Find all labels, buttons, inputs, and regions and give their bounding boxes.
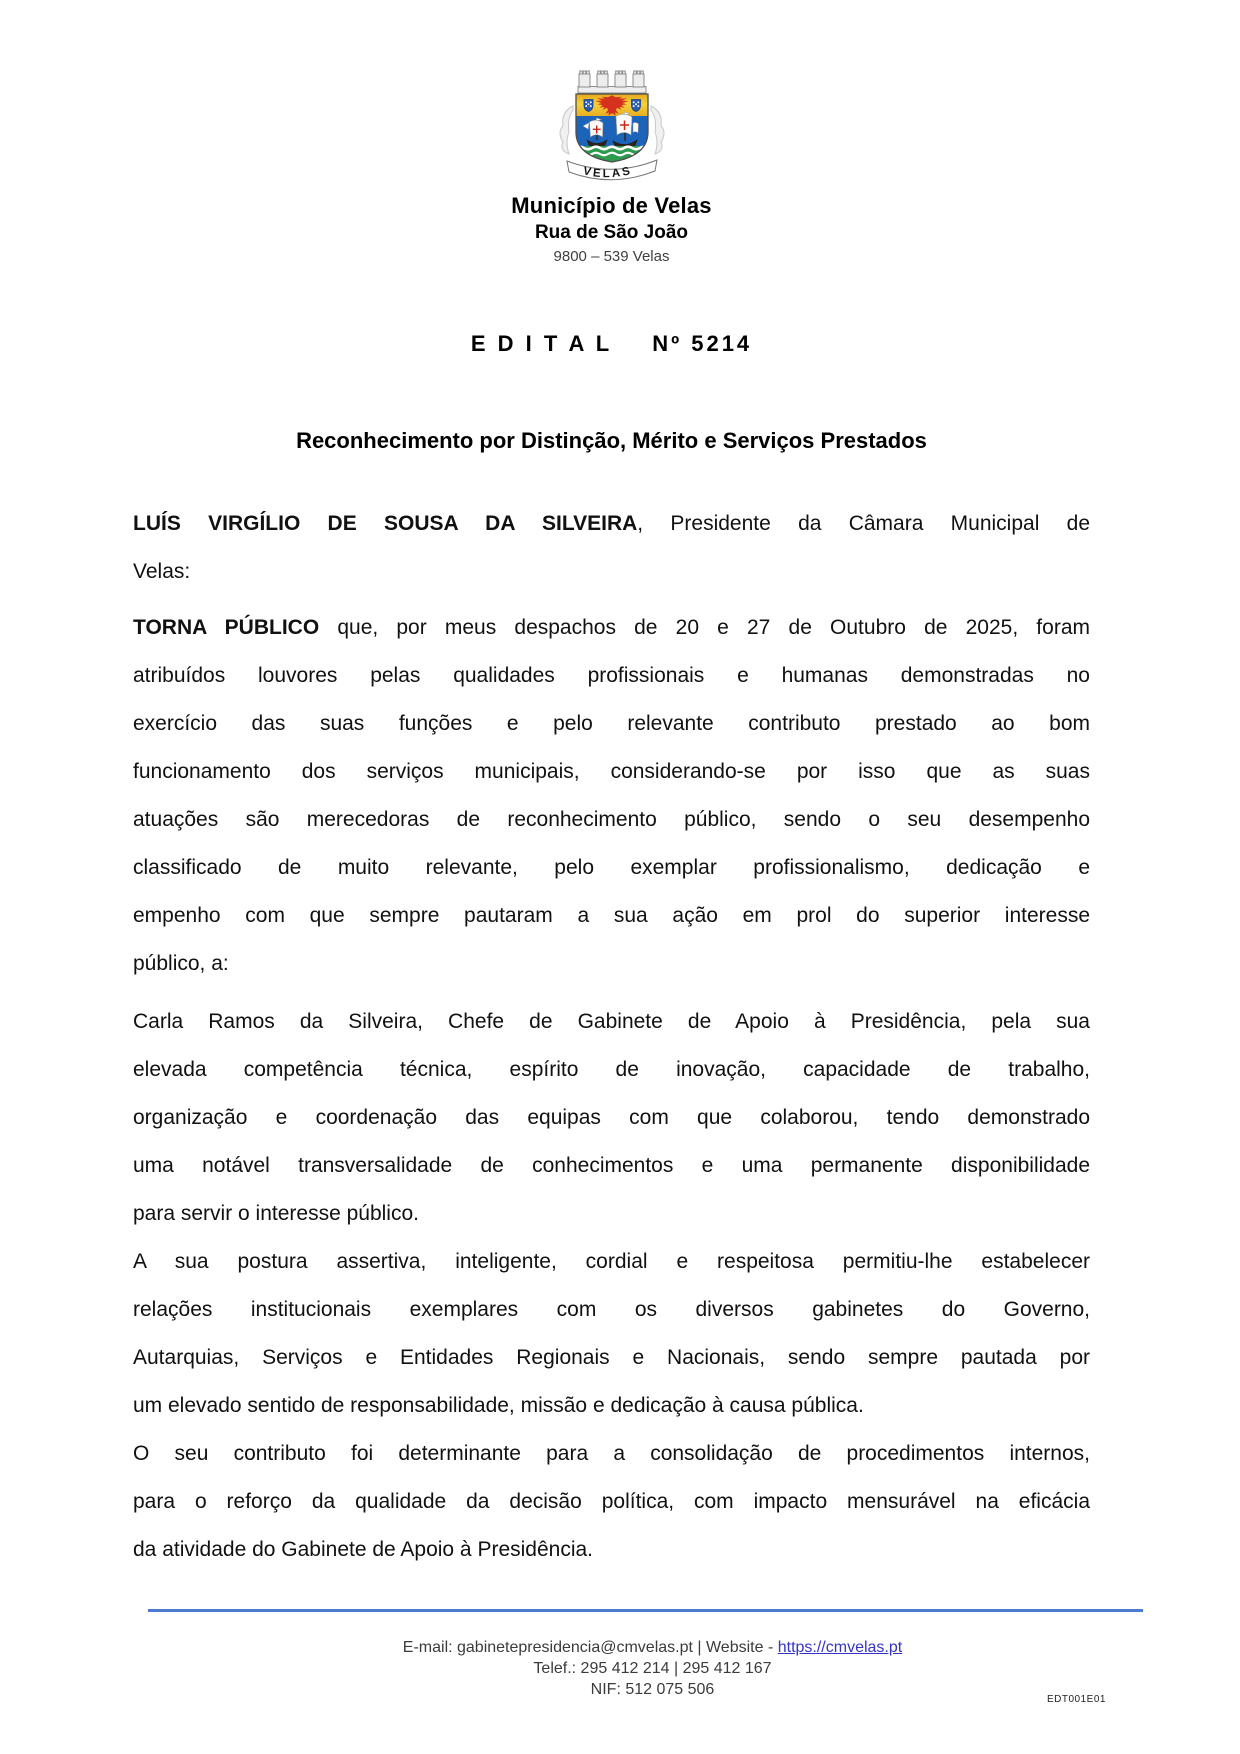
municipality-name: Município de Velas (511, 193, 712, 218)
body-line: A sua postura assertiva, inteligente, cordial e respeitosa permitiu-lhe estabelecer (133, 1250, 1090, 1273)
email-text: E-mail: gabinetepresidencia@cmvelas.pt | Website - (402, 1639, 778, 1656)
body-line: da atividade do Gabinete de Apoio à Presidência. (133, 1538, 594, 1561)
body-line: O seu contributo foi determinante para a consolidação de procedimentos internos, (133, 1442, 1090, 1465)
paragraph (133, 998, 1090, 1238)
waves (576, 146, 648, 162)
body-line: uma notável transversalidade de conhecimentos e uma permanente disponibilidade (133, 1154, 1090, 1177)
body-line: exercício das suas funções e pelo relevante contributo prestado ao bom (133, 712, 1090, 735)
body-line: para servir o interesse público. (133, 1202, 419, 1225)
body-line: Autarquias, Serviços e Entidades Regionais e Nacionais, sendo sempre pautada por (133, 1346, 1090, 1369)
nif-line: NIF: 512 075 506 (590, 1681, 715, 1698)
body-line: TORNA PÚBLICO que, por meus despachos de 20 e 27 de Outubro de 2025, foram (133, 616, 1090, 639)
document-subject: Reconhecimento por Distinção, Mérito e Serviços Prestados (296, 428, 927, 453)
body-line: um elevado sentido de responsabilidade, missão e dedicação à causa pública. (133, 1394, 864, 1417)
body-line: organização e coordenação das equipas com que colaborou, tendo demonstrado (133, 1106, 1090, 1129)
body-line: classificado de muito relevante, pelo exemplar profissionalismo, dedicação e (133, 856, 1090, 879)
banner-text-node (582, 165, 634, 180)
edital-title (133, 331, 1090, 357)
street-address: Rua de São João (534, 222, 689, 243)
body-line: Velas: (133, 560, 191, 583)
banner-text: VELAS (581, 164, 634, 181)
body-line: Carla Ramos da Silveira, Chefe de Gabinete de Apoio à Presidência, pela sua (133, 1010, 1090, 1033)
footer-rule (148, 1609, 1143, 1612)
paragraph (133, 1238, 1090, 1430)
edital-number: Nº 5214 (652, 331, 753, 356)
body-line: atuações são merecedoras de reconhecimento público, sendo o seu desempenho (133, 808, 1090, 831)
velas-coat-of-arms-icon (547, 66, 677, 188)
body-line: funcionamento dos serviços municipais, considerando-se por isso que as suas (133, 760, 1090, 783)
body-line: empenho com que sempre pautaram a sua ação em prol do superior interesse (133, 904, 1090, 927)
postal-code: 9800 – 539 Velas (553, 248, 670, 265)
paragraph (133, 604, 1090, 988)
email-line (155, 1637, 1150, 1658)
phone-line: Telef.: 295 412 214 | 295 412 167 (533, 1660, 772, 1677)
body-line: atribuídos louvores pelas qualidades profissionais e humanas demonstradas no (133, 664, 1090, 687)
document-header (133, 66, 1090, 265)
body-line: relações institucionais exemplares com os diversos gabinetes do Governo, (133, 1298, 1090, 1321)
body-line: elevada competência técnica, espírito de inovação, capacidade de trabalho, (133, 1058, 1090, 1081)
paragraph (133, 1430, 1090, 1574)
website-link[interactable]: https://cmvelas.pt (777, 1639, 903, 1656)
document-body (133, 500, 1090, 1574)
mural-crown (578, 71, 646, 93)
body-line: público, a: (133, 952, 229, 975)
escudete-right (631, 100, 640, 112)
doc-code: EDT001E01 (1047, 1694, 1106, 1705)
body-line: para o reforço da qualidade da decisão política, com impacto mensurável na eficácia (133, 1490, 1090, 1513)
footer-contact (155, 1637, 1150, 1700)
paragraph (133, 500, 1090, 596)
body-line: LUÍS VIRGÍLIO DE SOUSA DA SILVEIRA, Presidente da Câmara Municipal de (133, 512, 1091, 535)
escudete-left (584, 100, 593, 112)
edital-word: E D I T A L (470, 331, 613, 356)
